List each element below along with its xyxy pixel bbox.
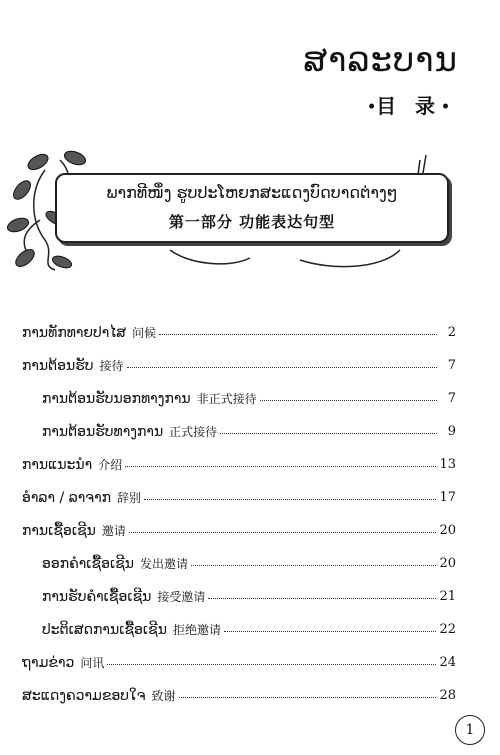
toc-entry-lao: ອອກຄຳເຊື້ອເຊີນ xyxy=(42,555,135,572)
toc-entry-page: 20 xyxy=(439,556,456,571)
toc-entry-cn: 接待 xyxy=(99,359,124,373)
toc-entry[interactable] xyxy=(22,514,456,547)
toc-entry-lao: ຖາມຂ່າວ xyxy=(22,654,75,671)
toc-entry[interactable] xyxy=(22,448,456,481)
toc-entry[interactable] xyxy=(22,580,456,613)
page-subtitle-text: 目 录 xyxy=(376,94,442,118)
toc-entry[interactable] xyxy=(22,481,456,514)
toc-entry-page: 7 xyxy=(447,358,456,373)
toc-entry-cn: 非正式接待 xyxy=(196,392,257,406)
toc-entry-lao: ການຕ້ອນຮັບ xyxy=(22,357,94,374)
page-subtitle xyxy=(367,90,450,119)
toc-leader-dots xyxy=(159,334,437,335)
toc-entry-cn: 致谢 xyxy=(151,689,176,703)
toc-leader-dots xyxy=(179,697,437,698)
toc-entry[interactable] xyxy=(22,415,456,448)
toc-entry-lao: ການແນະນຳ xyxy=(22,456,93,473)
toc-leader-dots xyxy=(260,400,437,401)
toc-leader-dots xyxy=(224,631,437,632)
toc-entry[interactable] xyxy=(22,547,456,580)
toc-leader-dots xyxy=(125,466,436,467)
toc-entry[interactable] xyxy=(22,382,456,415)
toc-entry-lao: ການທັກທາຍປາໄສ xyxy=(22,324,127,341)
toc-entry-lao: ການເຊື້ອເຊີນ xyxy=(22,522,96,539)
title-dot-left: • xyxy=(367,99,377,116)
toc-entry[interactable] xyxy=(22,349,456,382)
section-banner xyxy=(0,140,470,290)
toc-entry-cn: 邀请 xyxy=(101,524,126,538)
toc-entry-cn: 接受邀请 xyxy=(157,590,206,604)
toc-entry-cn: 发出邀请 xyxy=(140,557,189,571)
toc-leader-dots xyxy=(144,499,436,500)
page-title: ສາລະບານ xyxy=(303,40,458,80)
toc-leader-dots xyxy=(127,367,437,368)
toc-entry-lao: ການຕ້ອນຮັບນອກທາງການ xyxy=(42,390,191,407)
title-dot-right: • xyxy=(441,99,450,116)
toc-entry-lao: ການຕ້ອນຮັບທາງການ xyxy=(42,423,164,440)
toc-entry-page: 21 xyxy=(439,589,456,604)
toc-entry-cn: 问讯 xyxy=(80,656,105,670)
toc-entry-cn: 问候 xyxy=(132,326,157,340)
toc-entry-page: 13 xyxy=(439,457,456,472)
toc-entry-cn: 介绍 xyxy=(98,458,123,472)
banner-title-cn: 第一部分 功能表达句型 xyxy=(168,213,336,231)
toc-entry-lao: ອຳລາ / ລາຈາກ xyxy=(22,489,112,506)
toc-leader-dots xyxy=(107,664,436,665)
toc-entry-page: 28 xyxy=(439,688,456,703)
toc-entry-lao: ການຮັບຄຳເຊື້ອເຊີນ xyxy=(42,588,152,605)
toc-entry-page: 2 xyxy=(447,325,456,340)
toc-entry-page: 24 xyxy=(439,655,456,670)
toc-entry[interactable] xyxy=(22,646,456,679)
toc-leader-dots xyxy=(129,532,437,533)
banner-box xyxy=(55,173,449,243)
toc-entry-page: 20 xyxy=(439,523,456,538)
toc-entry-lao: ປະຕິເສດການເຊື້ອເຊີນ xyxy=(42,621,167,638)
toc-entry-cn: 正式接待 xyxy=(169,425,218,439)
table-of-contents xyxy=(22,316,456,712)
toc-entry[interactable] xyxy=(22,613,456,646)
toc-entry-lao: ສະແດງຄວາມຂອບໃຈ xyxy=(22,687,146,704)
toc-entry[interactable] xyxy=(22,679,456,712)
toc-leader-dots xyxy=(208,598,436,599)
toc-entry-cn: 拒绝邀请 xyxy=(172,623,221,637)
toc-leader-dots xyxy=(220,433,437,434)
toc-entry[interactable] xyxy=(22,316,456,349)
toc-entry-page: 7 xyxy=(447,391,456,406)
toc-leader-dots xyxy=(191,565,436,566)
banner-title-lao: ພາກທີໜຶ່ງ ຮູບປະໂຫຍກສະແດງບົດບາດຕ່າງໆ xyxy=(106,183,398,202)
toc-entry-page: 22 xyxy=(439,622,456,637)
page-number: 1 xyxy=(455,715,485,745)
toc-entry-cn: 辞别 xyxy=(117,491,142,505)
toc-entry-page: 17 xyxy=(439,490,456,505)
toc-entry-page: 9 xyxy=(447,424,456,439)
